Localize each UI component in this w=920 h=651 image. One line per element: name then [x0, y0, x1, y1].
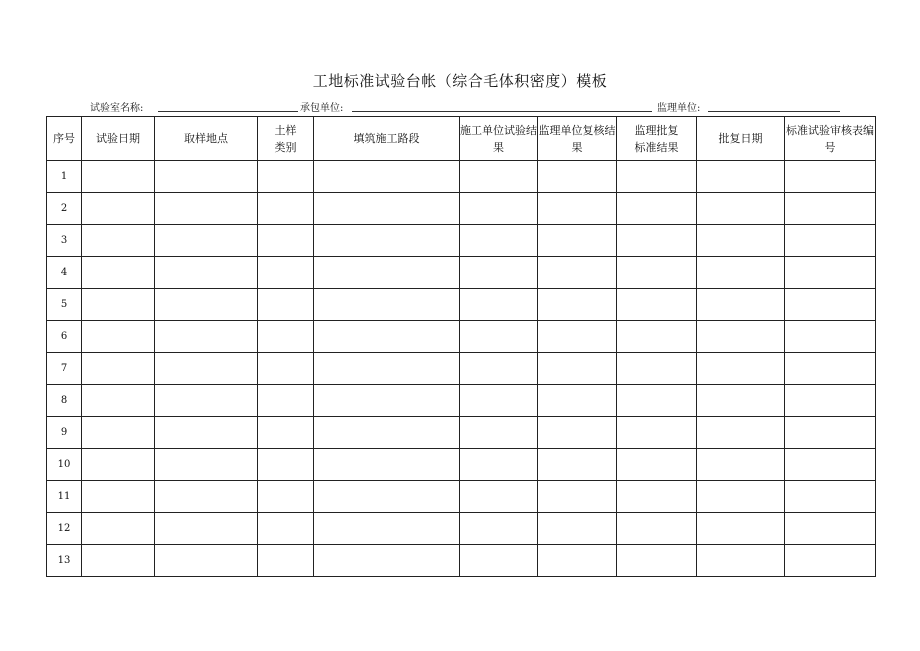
table-row [47, 481, 876, 513]
table-cell[interactable] [617, 161, 697, 193]
header-test-date [82, 117, 155, 161]
table-cell[interactable] [538, 225, 617, 257]
table-cell[interactable] [155, 321, 258, 353]
table-cell[interactable] [82, 289, 155, 321]
table-cell[interactable] [155, 417, 258, 449]
table-cell[interactable] [785, 289, 876, 321]
table-cell[interactable] [460, 257, 538, 289]
table-cell[interactable] [697, 353, 785, 385]
table-cell[interactable] [697, 289, 785, 321]
table-cell[interactable] [314, 257, 460, 289]
header-label: 试验日期 [96, 132, 140, 145]
table-cell[interactable] [82, 417, 155, 449]
table-cell[interactable] [82, 321, 155, 353]
table-cell[interactable] [258, 417, 314, 449]
table-cell[interactable] [538, 353, 617, 385]
header-label: 监理批复 标准结果 [634, 123, 679, 154]
table-cell[interactable] [785, 513, 876, 545]
table-cell[interactable] [258, 225, 314, 257]
table-cell[interactable] [617, 321, 697, 353]
table-cell[interactable] [617, 257, 697, 289]
table-cell[interactable] [617, 353, 697, 385]
table-cell[interactable] [155, 289, 258, 321]
row-number: 1 [47, 161, 82, 193]
table-header-row [47, 117, 876, 161]
table-row [47, 193, 876, 225]
row-number: 11 [47, 481, 82, 513]
contractor-label: 承包单位: [300, 103, 344, 114]
table-cell[interactable] [697, 161, 785, 193]
table-cell[interactable] [155, 385, 258, 417]
table-cell[interactable] [82, 513, 155, 545]
table-cell[interactable] [785, 545, 876, 577]
header-soil-type [258, 117, 314, 161]
row-number: 2 [47, 193, 82, 225]
table-cell[interactable] [617, 385, 697, 417]
table-cell[interactable] [460, 481, 538, 513]
table-cell[interactable] [258, 257, 314, 289]
table-cell[interactable] [697, 385, 785, 417]
row-number: 9 [47, 417, 82, 449]
header-label: 施工单位试验结 果 [460, 123, 537, 154]
table-cell[interactable] [538, 385, 617, 417]
table-cell[interactable] [155, 513, 258, 545]
table-cell[interactable] [460, 545, 538, 577]
table-cell[interactable] [155, 161, 258, 193]
table-cell[interactable] [697, 481, 785, 513]
table-cell[interactable] [155, 545, 258, 577]
table-cell[interactable] [460, 161, 538, 193]
table-cell[interactable] [82, 257, 155, 289]
table-cell[interactable] [617, 289, 697, 321]
row-number: 5 [47, 289, 82, 321]
table-cell[interactable] [314, 513, 460, 545]
table-cell[interactable] [460, 513, 538, 545]
table-cell[interactable] [314, 353, 460, 385]
table-cell[interactable] [785, 481, 876, 513]
table-cell[interactable] [460, 449, 538, 481]
table-row [47, 353, 876, 385]
table-cell[interactable] [697, 513, 785, 545]
header-label: 填筑施工路段 [353, 132, 420, 145]
table-cell[interactable] [538, 513, 617, 545]
table-cell[interactable] [697, 257, 785, 289]
table-cell[interactable] [258, 513, 314, 545]
table-cell[interactable] [785, 225, 876, 257]
lab-name-label: 试验室名称: [90, 103, 144, 114]
table-cell[interactable] [460, 385, 538, 417]
table-cell[interactable] [82, 481, 155, 513]
table-cell[interactable] [155, 257, 258, 289]
table-cell[interactable] [314, 417, 460, 449]
table-cell[interactable] [538, 161, 617, 193]
table-cell[interactable] [314, 225, 460, 257]
header-review-form-no [785, 117, 876, 161]
table-cell[interactable] [617, 193, 697, 225]
table-cell[interactable] [697, 545, 785, 577]
header-label: 批复日期 [718, 132, 763, 145]
table-cell[interactable] [82, 225, 155, 257]
table-cell[interactable] [460, 225, 538, 257]
table-cell[interactable] [314, 449, 460, 481]
table-cell[interactable] [82, 385, 155, 417]
row-number: 13 [47, 545, 82, 577]
supervisor-label: 监理单位: [657, 103, 701, 114]
table-cell[interactable] [258, 321, 314, 353]
table-cell[interactable] [460, 321, 538, 353]
table-cell[interactable] [538, 417, 617, 449]
header-fill-section [314, 117, 460, 161]
table-row [47, 321, 876, 353]
table-cell[interactable] [538, 545, 617, 577]
table-cell[interactable] [258, 161, 314, 193]
table-cell[interactable] [785, 161, 876, 193]
table-cell[interactable] [538, 321, 617, 353]
supervisor-field[interactable] [708, 111, 840, 112]
header-label: 序号 [53, 132, 75, 145]
table-row [47, 513, 876, 545]
table-cell[interactable] [460, 289, 538, 321]
row-number: 3 [47, 225, 82, 257]
table-cell[interactable] [82, 193, 155, 225]
page-title: 工地标准试验台帐（综合毛体积密度）模板 [312, 72, 608, 90]
table-cell[interactable] [697, 225, 785, 257]
header-label: 取样地点 [184, 132, 228, 145]
table-cell[interactable] [82, 353, 155, 385]
table-cell[interactable] [155, 481, 258, 513]
header-supervisor-approved-result [617, 117, 697, 161]
table-cell[interactable] [258, 449, 314, 481]
table-cell[interactable] [697, 321, 785, 353]
table-cell[interactable] [314, 289, 460, 321]
header-label: 标准试验审核表编 号 [786, 123, 874, 154]
table-row [47, 225, 876, 257]
table-cell[interactable] [785, 449, 876, 481]
table-cell[interactable] [617, 513, 697, 545]
table-cell[interactable] [155, 193, 258, 225]
table-cell[interactable] [258, 193, 314, 225]
table-cell[interactable] [82, 161, 155, 193]
table-cell[interactable] [785, 353, 876, 385]
table-cell[interactable] [314, 481, 460, 513]
table-row [47, 545, 876, 577]
table-row [47, 289, 876, 321]
table-cell[interactable] [155, 353, 258, 385]
table-cell[interactable] [155, 225, 258, 257]
table-cell[interactable] [617, 449, 697, 481]
table-cell[interactable] [785, 257, 876, 289]
table-cell[interactable] [460, 417, 538, 449]
table-cell[interactable] [155, 449, 258, 481]
lab-name-field[interactable] [158, 111, 298, 112]
table-row [47, 417, 876, 449]
table-cell[interactable] [258, 481, 314, 513]
ledger-table [46, 116, 876, 577]
row-number: 4 [47, 257, 82, 289]
table-row [47, 257, 876, 289]
table-cell[interactable] [538, 193, 617, 225]
table-cell[interactable] [314, 385, 460, 417]
table-row [47, 385, 876, 417]
header-supervisor-check-result [538, 117, 617, 161]
table-cell[interactable] [82, 449, 155, 481]
header-contractor-result [460, 117, 538, 161]
table-cell[interactable] [785, 385, 876, 417]
table-cell[interactable] [460, 193, 538, 225]
header-sampling-location [155, 117, 258, 161]
table-cell[interactable] [460, 353, 538, 385]
table-cell[interactable] [314, 161, 460, 193]
info-line [0, 99, 920, 115]
table-cell[interactable] [314, 193, 460, 225]
contractor-field[interactable] [352, 111, 652, 112]
row-number: 12 [47, 513, 82, 545]
header-approval-date [697, 117, 785, 161]
table-body [47, 161, 876, 577]
table-cell[interactable] [617, 417, 697, 449]
table-cell[interactable] [617, 481, 697, 513]
row-number: 10 [47, 449, 82, 481]
table-row [47, 161, 876, 193]
header-label: 监理单位复核结 果 [538, 123, 616, 154]
table-cell[interactable] [258, 289, 314, 321]
table-cell[interactable] [785, 321, 876, 353]
table-cell[interactable] [538, 257, 617, 289]
table-cell[interactable] [697, 417, 785, 449]
table-cell[interactable] [697, 449, 785, 481]
row-number: 7 [47, 353, 82, 385]
table-cell[interactable] [538, 289, 617, 321]
table-cell[interactable] [258, 545, 314, 577]
table-cell[interactable] [785, 417, 876, 449]
table-cell[interactable] [314, 321, 460, 353]
table-cell[interactable] [258, 385, 314, 417]
table-cell[interactable] [617, 545, 697, 577]
table-cell[interactable] [258, 353, 314, 385]
row-number: 8 [47, 385, 82, 417]
table-cell[interactable] [697, 193, 785, 225]
table-cell[interactable] [617, 225, 697, 257]
table-cell[interactable] [538, 449, 617, 481]
row-number: 6 [47, 321, 82, 353]
table-cell[interactable] [785, 193, 876, 225]
header-no [47, 117, 82, 161]
table-row [47, 449, 876, 481]
table-cell[interactable] [82, 545, 155, 577]
table-cell[interactable] [314, 545, 460, 577]
header-label: 土样 类别 [274, 123, 297, 154]
table-cell[interactable] [538, 481, 617, 513]
